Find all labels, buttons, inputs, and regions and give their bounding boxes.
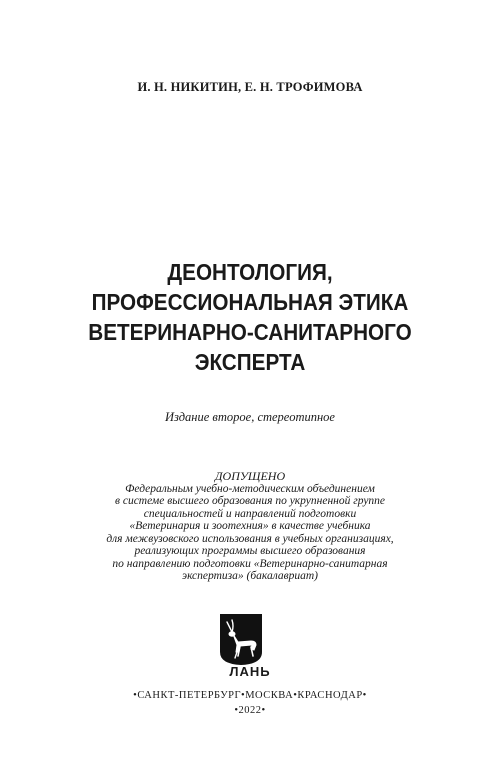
authors: И. Н. НИКИТИН, Е. Н. ТРОФИМОВА — [137, 80, 363, 94]
approval-line: «Ветеринария и зоотехния» в качестве учебника — [129, 520, 371, 532]
approval-line: специальностей и направлений подготовки — [143, 507, 357, 520]
title-line: ДЕОНТОЛОГИЯ, — [167, 259, 333, 285]
approval-line: для межвузовского использования в учебных организациях, — [106, 532, 394, 545]
title-line: ПРОФЕССИОНАЛЬНАЯ ЭТИКА — [91, 289, 409, 315]
title-line: ЭКСПЕРТА — [194, 349, 306, 375]
approval-line: Федеральным учебно-методическим объединением — [125, 482, 375, 495]
approval-heading: ДОПУЩЕНО — [214, 469, 286, 483]
deer-emblem-icon — [218, 612, 264, 666]
publisher-cities: •САНКТ-ПЕТЕРБУРГ•МОСКВА•КРАСНОДАР• — [133, 690, 367, 701]
approval-block — [0, 470, 500, 583]
approval-line: экспертиза» (бакалавриат) — [182, 570, 318, 582]
approval-line: по направлению подготовки «Ветеринарно-санитарная — [112, 557, 388, 570]
approval-line: реализующих программы высшего образования — [134, 545, 366, 557]
book-title — [25, 257, 475, 377]
approval-line: в системе высшего образования по укрупненной группе — [114, 495, 386, 507]
publisher-logo-text: ЛАНЬ — [229, 664, 271, 679]
edition-note: Издание второе, стереотипное — [165, 410, 335, 424]
publication-year: •2022• — [234, 705, 266, 716]
title-line: ВЕТЕРИНАРНО-САНИТАРНОГО — [88, 319, 412, 345]
